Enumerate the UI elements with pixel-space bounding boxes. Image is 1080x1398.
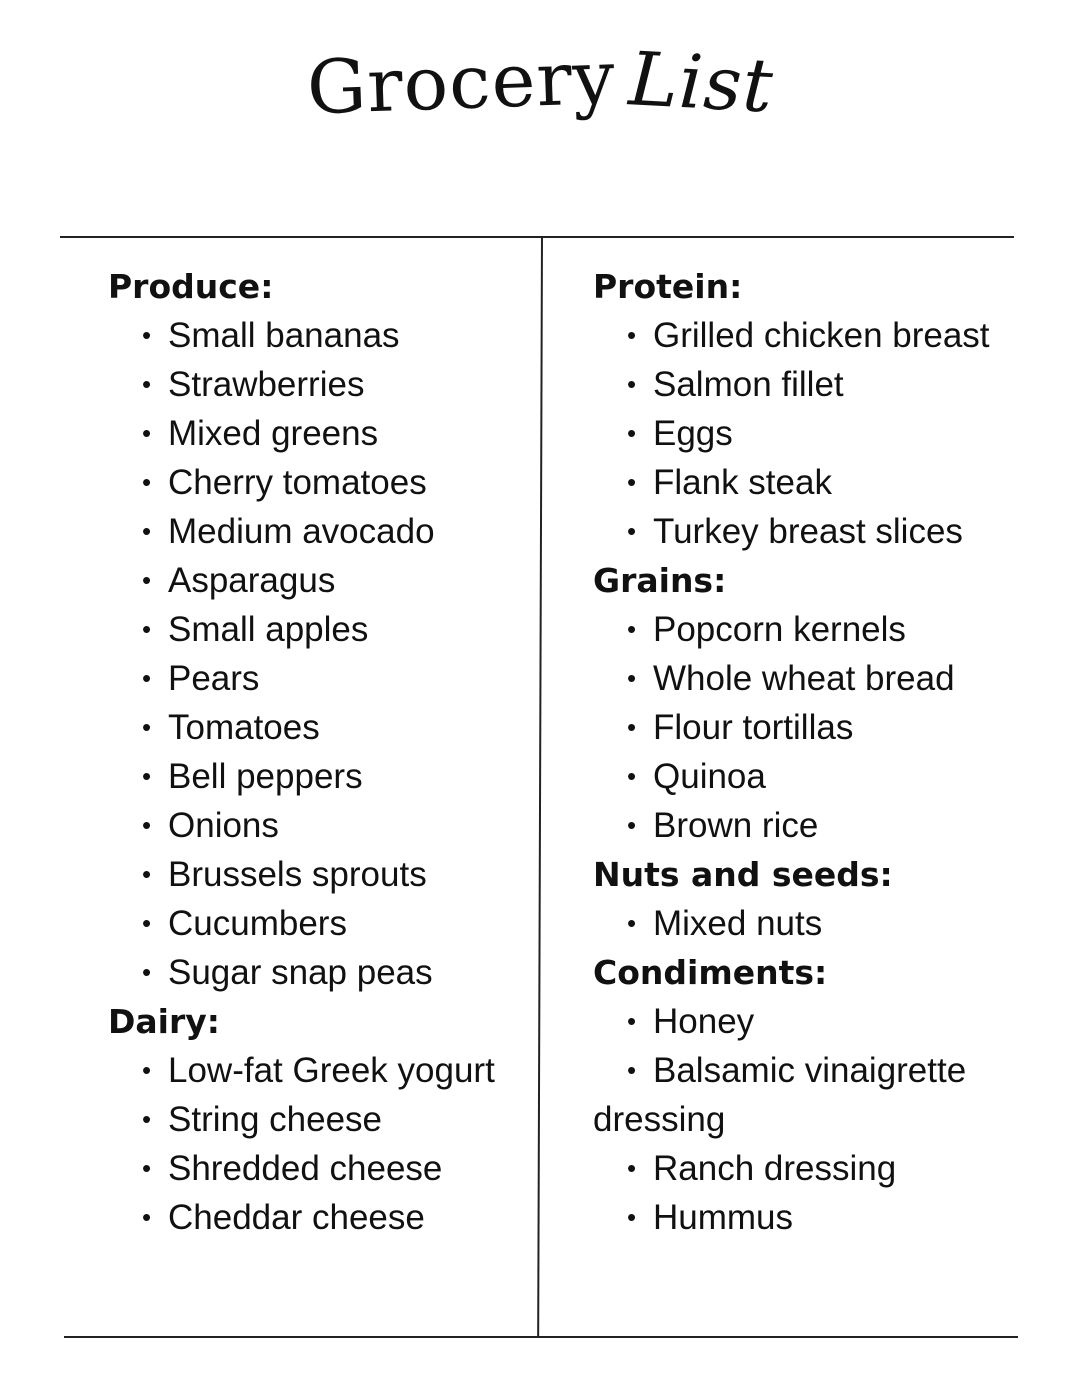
protein-list <box>593 311 1043 556</box>
list-item: • Eggs <box>593 409 1043 458</box>
bullet-icon: • <box>142 516 152 546</box>
bullet-icon: • <box>627 1202 637 1232</box>
bullet-icon: • <box>142 712 152 742</box>
list-item: • Onions <box>108 801 528 850</box>
list-item: • Balsamic vinaigrette dressing <box>593 1046 1043 1144</box>
list-item: • Brussels sprouts <box>108 850 528 899</box>
list-item: • Low-fat Greek yogurt <box>108 1046 528 1095</box>
bullet-icon: • <box>627 810 637 840</box>
section-heading-dairy: Dairy: <box>108 1002 220 1041</box>
list-item: • Flour tortillas <box>593 703 1043 752</box>
list-item: • Cherry tomatoes <box>108 458 528 507</box>
bullet-icon: • <box>142 1202 152 1232</box>
section-heading-grains: Grains: <box>593 561 727 600</box>
section-heading-produce: Produce: <box>108 267 274 306</box>
list-item: • Honey <box>593 997 1043 1046</box>
bullet-icon: • <box>627 761 637 791</box>
list-item: • Turkey breast slices <box>593 507 1043 556</box>
list-item: • Hummus <box>593 1193 1043 1242</box>
bullet-icon: • <box>142 369 152 399</box>
bullet-icon: • <box>142 467 152 497</box>
bullet-icon: • <box>142 614 152 644</box>
list-item: • String cheese <box>108 1095 528 1144</box>
bullet-icon: • <box>627 908 637 938</box>
bullet-icon: • <box>627 516 637 546</box>
list-item: • Ranch dressing <box>593 1144 1043 1193</box>
list-item: • Asparagus <box>108 556 528 605</box>
bullet-icon: • <box>142 957 152 987</box>
list-item: • Flank steak <box>593 458 1043 507</box>
bullet-icon: • <box>142 663 152 693</box>
bullet-icon: • <box>627 369 637 399</box>
list-item: • Small bananas <box>108 311 528 360</box>
list-item: • Grilled chicken breast <box>593 311 1043 360</box>
column-divider <box>537 236 542 1336</box>
bullet-icon: • <box>627 663 637 693</box>
list-item: • Brown rice <box>593 801 1043 850</box>
bullet-icon: • <box>142 1153 152 1183</box>
bullet-icon: • <box>142 565 152 595</box>
bullet-icon: • <box>627 1055 637 1085</box>
list-item: • Strawberries <box>108 360 528 409</box>
list-item: • Popcorn kernels <box>593 605 1043 654</box>
list-item: • Shredded cheese <box>108 1144 528 1193</box>
bullet-icon: • <box>627 467 637 497</box>
list-item: • Cucumbers <box>108 899 528 948</box>
title-word-list: List <box>626 36 776 130</box>
list-item: • Sugar snap peas <box>108 948 528 997</box>
list-item: • Tomatoes <box>108 703 528 752</box>
list-item-continuation: dressing <box>593 1100 726 1139</box>
bullet-icon: • <box>627 1153 637 1183</box>
section-heading-condiments: Condiments: <box>593 953 828 992</box>
bullet-icon: • <box>627 320 637 350</box>
bullet-icon: • <box>142 418 152 448</box>
list-item: • Small apples <box>108 605 528 654</box>
list-item: • Mixed greens <box>108 409 528 458</box>
title-word-grocery: Grocery <box>305 34 617 132</box>
right-column <box>593 262 1043 1242</box>
bullet-icon: • <box>142 908 152 938</box>
list-item: • Mixed nuts <box>593 899 1043 948</box>
bullet-icon: • <box>142 1104 152 1134</box>
bullet-icon: • <box>142 320 152 350</box>
bullet-icon: • <box>142 810 152 840</box>
list-item: • Bell peppers <box>108 752 528 801</box>
bullet-icon: • <box>142 1055 152 1085</box>
nuts-seeds-list <box>593 899 1043 948</box>
list-item: • Salmon fillet <box>593 360 1043 409</box>
section-heading-nuts-seeds: Nuts and seeds: <box>593 855 893 894</box>
bullet-icon: • <box>142 761 152 791</box>
top-divider <box>60 236 1014 238</box>
bullet-icon: • <box>627 418 637 448</box>
condiments-list <box>593 997 1043 1242</box>
produce-list <box>108 311 528 997</box>
grains-list <box>593 605 1043 850</box>
bottom-divider <box>64 1336 1018 1338</box>
list-item: • Whole wheat bread <box>593 654 1043 703</box>
bullet-icon: • <box>627 1006 637 1036</box>
list-item: • Pears <box>108 654 528 703</box>
list-item: • Quinoa <box>593 752 1043 801</box>
page-title <box>0 34 1080 132</box>
dairy-list <box>108 1046 528 1242</box>
bullet-icon: • <box>627 614 637 644</box>
left-column <box>108 262 528 1242</box>
bullet-icon: • <box>627 712 637 742</box>
section-heading-protein: Protein: <box>593 267 743 306</box>
list-item: • Medium avocado <box>108 507 528 556</box>
bullet-icon: • <box>142 859 152 889</box>
list-item: • Cheddar cheese <box>108 1193 528 1242</box>
